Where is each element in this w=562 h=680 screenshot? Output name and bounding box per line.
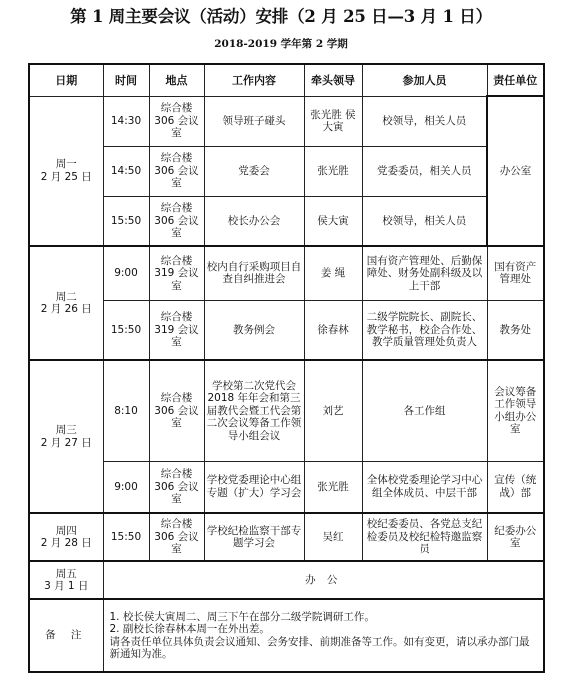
content-cell: 校内自行采购项目自查自纠推进会 [204, 246, 304, 300]
content-cell: 学校第二次党代会 2018 年年会和第三届教代会暨工代会第二次会议筹备工作领导小组会议 [204, 360, 304, 461]
time-cell: 15:50 [103, 196, 149, 246]
day-tuesday: 周二 2 月 26 日 [29, 246, 103, 360]
time-cell: 9:00 [103, 461, 149, 513]
header-time: 时间 [103, 64, 149, 96]
responsible-cell: 办公室 [487, 96, 544, 246]
table-row [29, 96, 544, 146]
note-line-1: 1. 校长侯大寅周二、周三下午在部分二级学院调研工作。 [109, 610, 375, 623]
note-line-3: 请各责任单位具体负责会议通知、会务安排、前期准备等工作。如有变更，请以承办部门最新通知为准。 [109, 635, 530, 660]
leader-cell: 张光胜 侯大寅 [304, 96, 362, 146]
header-participants: 参加人员 [362, 64, 487, 96]
content-cell: 教务例会 [204, 300, 304, 360]
time-cell: 14:30 [103, 96, 149, 146]
table-row [29, 461, 544, 513]
responsible-cell: 教务处 [487, 300, 544, 360]
participants-cell: 二级学院院长、副院长、教学秘书，校企合作处、教学质量管理处负责人 [362, 300, 487, 360]
leader-cell: 吴红 [304, 513, 362, 561]
table-row [29, 196, 544, 246]
table-row [29, 146, 544, 196]
notes-row [29, 599, 544, 672]
place-cell: 综合楼 306 会议室 [149, 360, 204, 461]
leader-cell: 徐春林 [304, 300, 362, 360]
day-thursday: 周四 2 月 28 日 [29, 513, 103, 561]
day-wednesday: 周三 2 月 27 日 [29, 360, 103, 513]
place-cell: 综合楼 319 会议室 [149, 300, 204, 360]
content-cell: 领导班子碰头 [204, 96, 304, 146]
responsible-cell: 国有资产管理处 [487, 246, 544, 300]
header-place: 地点 [149, 64, 204, 96]
participants-cell: 校领导，相关人员 [362, 196, 487, 246]
header-row [29, 64, 544, 96]
notes-content [103, 599, 544, 672]
day-monday: 周一 2 月 25 日 [29, 96, 103, 246]
header-responsible: 责任单位 [487, 64, 544, 96]
responsible-cell: 会议筹备工作领导小组办公室 [487, 360, 544, 461]
table-row [29, 561, 544, 599]
header-date: 日期 [29, 64, 103, 96]
leader-cell: 姜 绳 [304, 246, 362, 300]
responsible-cell: 宣传（统战）部 [487, 461, 544, 513]
leader-cell: 侯大寅 [304, 196, 362, 246]
leader-cell: 张光胜 [304, 461, 362, 513]
header-content: 工作内容 [204, 64, 304, 96]
time-cell: 14:50 [103, 146, 149, 196]
content-cell: 学校纪检监察干部专题学习会 [204, 513, 304, 561]
place-cell: 综合楼 306 会议室 [149, 461, 204, 513]
participants-cell: 校领导，相关人员 [362, 96, 487, 146]
time-cell: 15:50 [103, 300, 149, 360]
place-cell: 综合楼 306 会议室 [149, 96, 204, 146]
time-cell: 9:00 [103, 246, 149, 300]
place-cell: 综合楼 319 会议室 [149, 246, 204, 300]
participants-cell: 各工作组 [362, 360, 487, 461]
content-cell: 党委会 [204, 146, 304, 196]
notes-label: 备 注 [29, 599, 103, 672]
leader-cell: 张光胜 [304, 146, 362, 196]
table-row [29, 513, 544, 561]
participants-cell: 全体校党委理论学习中心组全体成员、中层干部 [362, 461, 487, 513]
header-leader: 牵头领导 [304, 64, 362, 96]
table-row [29, 246, 544, 300]
place-cell: 综合楼 306 会议室 [149, 146, 204, 196]
page-subtitle: 2018-2019 学年第 2 学期 [214, 38, 348, 50]
participants-cell: 校纪委委员、各党总支纪检委员及校纪检特邀监察员 [362, 513, 487, 561]
content-cell: 校长办公会 [204, 196, 304, 246]
page-title: 第 1 周主要会议（活动）安排（2 月 25 日—3 月 1 日） [70, 7, 492, 26]
content-cell: 学校党委理论中心组专题（扩大）学习会 [204, 461, 304, 513]
participants-cell: 党委委员，相关人员 [362, 146, 487, 196]
table-row [29, 360, 544, 461]
responsible-cell: 纪委办公室 [487, 513, 544, 561]
time-cell: 8:10 [103, 360, 149, 461]
participants-cell: 国有资产管理处、后勤保障处、财务处副科级及以上干部 [362, 246, 487, 300]
place-cell: 综合楼 306 会议室 [149, 196, 204, 246]
leader-cell: 刘艺 [304, 360, 362, 461]
note-line-2: 2. 副校长徐春林本周一在外出差。 [109, 623, 270, 635]
time-cell: 15:50 [103, 513, 149, 561]
table-row [29, 300, 544, 360]
place-cell: 综合楼 306 会议室 [149, 513, 204, 561]
day-friday: 周五 3 月 1 日 [29, 561, 103, 599]
friday-office-cell: 办 公 [103, 561, 544, 599]
schedule-table [28, 63, 545, 673]
